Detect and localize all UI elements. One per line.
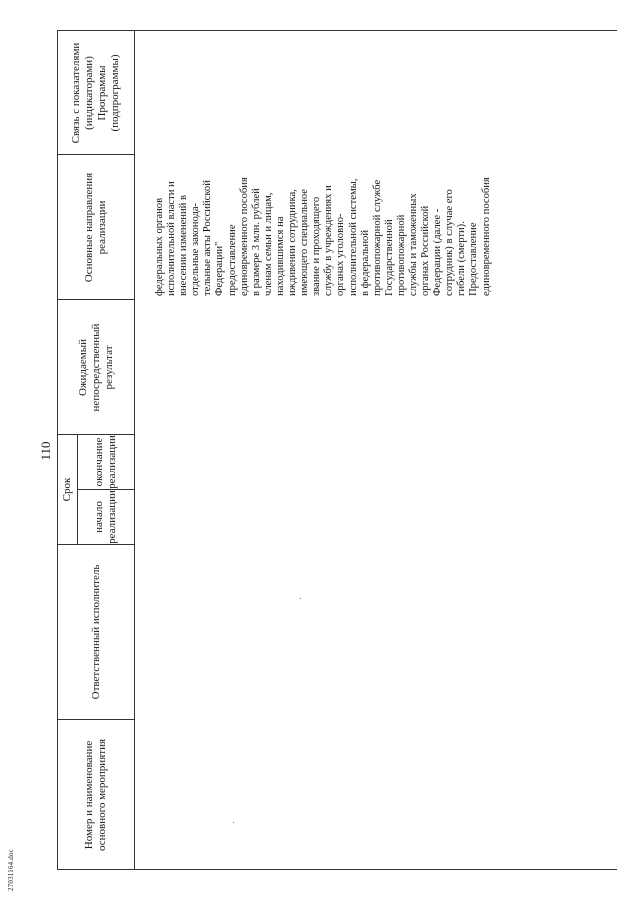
col-border-2: [57, 544, 135, 545]
header-expected-result: Ожидаемый непосредственный результат: [76, 323, 115, 412]
rotated-table: [57, 30, 617, 870]
header-term-start: начало реализации: [93, 490, 118, 544]
directions-body-text: федеральных органов исполнительной власти и внесении изменений в отдельные законода- тельные акты Российской Федерации" предоставление единовременного пособия в размере 3 млн. рублей членам семьи и лицам, находившимся на иждивении сотрудника, имеющего специальное звание и проходящего службу в учреждениях и органах уголовно- исполнительной системы, в федеральной противопожарной службе Государственной противопожарной службы и таможенных органах Российской Федерации (далее - сотрудник) в случае его гибели (смерти). Предоставление единовременного пособия: [154, 177, 492, 296]
header-directions: Основные направления реализации: [83, 172, 108, 283]
header-indicators-link: Связь с показателями (индикаторами) Программы (подпрограммы): [70, 42, 121, 144]
header-term-end: окончание реализации: [93, 435, 118, 489]
header-executor: Ответственный исполнитель: [89, 564, 102, 700]
document-code: 27031164.doc: [7, 849, 15, 891]
col-border-5: [57, 154, 135, 155]
header-term: Срок: [61, 477, 73, 502]
page-number: 110: [38, 441, 53, 461]
header-bottom-border: [134, 30, 135, 870]
table-left-border: [57, 869, 617, 870]
term-split-border: [77, 435, 78, 545]
col-border-1: [57, 719, 135, 720]
col-border-4: [57, 299, 135, 300]
table-right-border: [57, 30, 617, 31]
header-number-name: Номер и наименование основного мероприятия: [83, 738, 108, 852]
